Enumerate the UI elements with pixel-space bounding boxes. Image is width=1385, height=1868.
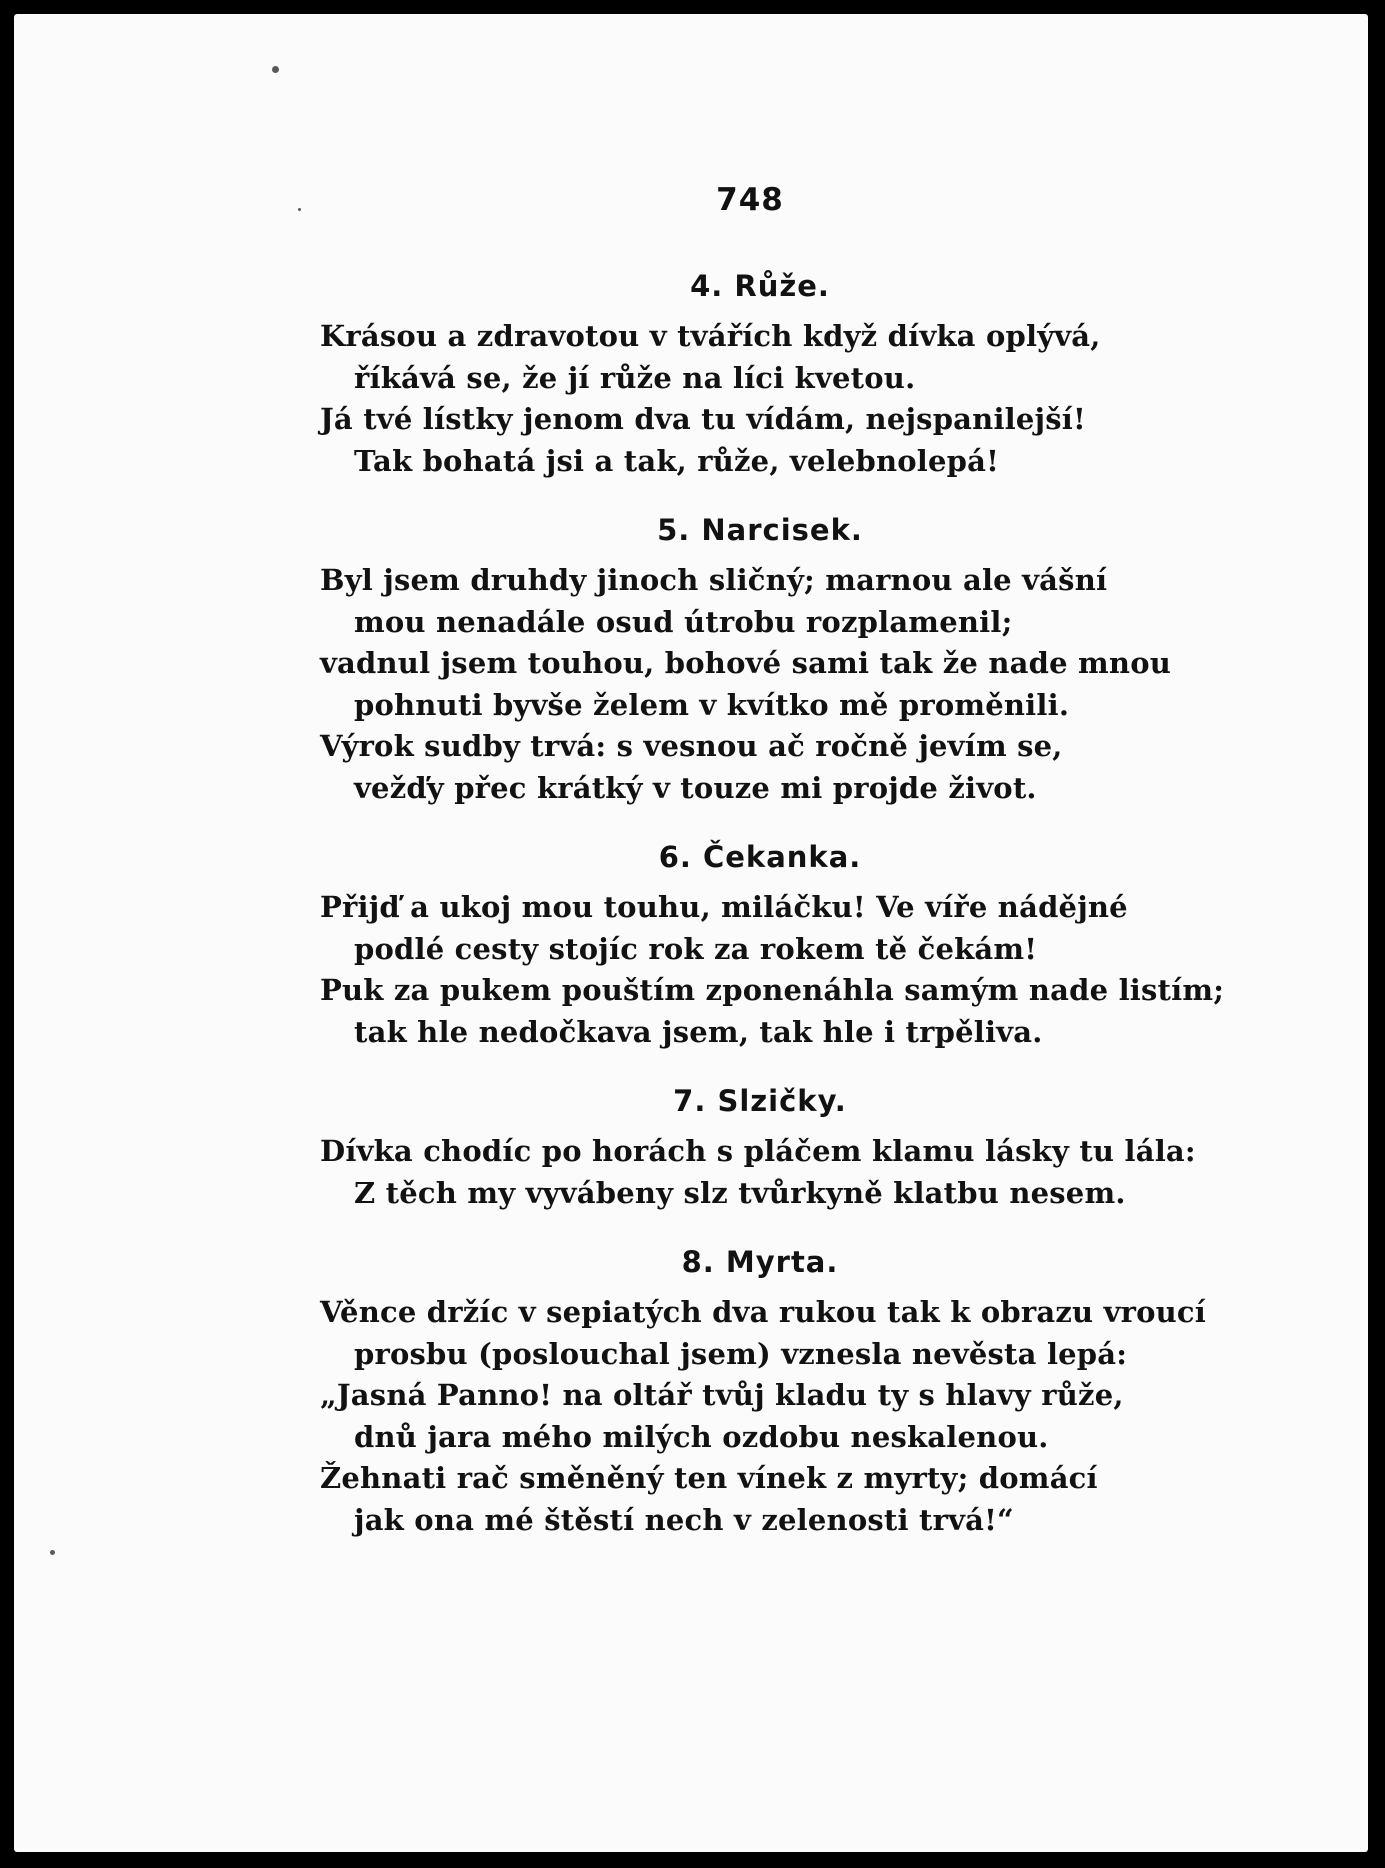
- poem-collection: [320, 262, 1225, 1541]
- poem-title: 4. Růže.: [690, 269, 830, 303]
- ink-speck: [50, 1550, 55, 1555]
- verse-line: Přijď a ukoj mou touhu, miláčku! Ve víře nádějné: [320, 890, 1128, 924]
- verse-line: Výrok sudby trvá: s vesnou ač ročně jevím se,: [320, 729, 1063, 763]
- ink-speck: [272, 66, 279, 73]
- poem-slzicky: [320, 1077, 1200, 1214]
- verse-line: Žehnati rač směněný ten vínek z myrty; domácí: [320, 1461, 1098, 1495]
- poem-cekanka: [320, 833, 1225, 1053]
- poem-title: 5. Narcisek.: [657, 513, 863, 547]
- verse: [320, 887, 1225, 1053]
- verse-line: vežďy přec krátký v touze mi projde život.: [354, 770, 1037, 805]
- verse-line: Krásou a zdravotou v tvářích když dívka oplývá,: [320, 319, 1101, 353]
- poem-narcisek: [320, 506, 1200, 809]
- poem-title: 6. Čekanka.: [658, 840, 862, 874]
- verse-line: vadnul jsem touhou, bohové sami tak že nade mnou: [320, 646, 1172, 680]
- verse-line: Dívka chodíc po horách s pláčem klamu lásky tu lála:: [320, 1134, 1196, 1168]
- poem-title: 8. Myrta.: [681, 1245, 839, 1279]
- verse: [320, 316, 1200, 482]
- page-number: 748: [716, 182, 784, 218]
- verse-line: dnů jara mého milých ozdobu neskalenou.: [354, 1419, 1049, 1454]
- verse: [320, 1131, 1200, 1214]
- verse-line: podlé cesty stojíc rok za rokem tě čekám!: [354, 931, 1038, 966]
- verse-line: Já tvé lístky jenom dva tu vídám, nejspanilejší!: [320, 402, 1086, 436]
- verse-line: Věnce držíc v sepiatých dva rukou tak k obrazu vroucí: [320, 1295, 1206, 1329]
- verse-line: Z těch my vyvábeny slz tvůrkyně klatbu nesem.: [354, 1175, 1126, 1210]
- verse-line: mou nenadále osud útrobu rozplamenil;: [354, 604, 1013, 639]
- poem-myrta: [320, 1238, 1206, 1541]
- verse-line: tak hle nedočkava jsem, tak hle i trpěliva.: [354, 1014, 1043, 1049]
- verse-line: Tak bohatá jsi a tak, růže, velebnolepá!: [354, 443, 1000, 478]
- verse-line: jak ona mé štěstí nech v zelenosti trvá!“: [354, 1502, 1014, 1537]
- verse-line: „Jasná Panno! na oltář tvůj kladu ty s hlavy růže,: [320, 1378, 1124, 1412]
- verse-line: říkává se, že jí růže na líci kvetou.: [354, 360, 916, 395]
- verse-line: Puk za pukem pouštím zponenáhla samým nade listím;: [320, 973, 1225, 1007]
- verse: [320, 560, 1200, 809]
- book-page: [14, 14, 1368, 1852]
- poem-ruze: [320, 262, 1200, 482]
- verse-line: Byl jsem druhdy jinoch sličný; marnou ale vášní: [320, 563, 1108, 597]
- verse-line: prosbu (poslouchal jsem) vznesla nevěsta lepá:: [354, 1336, 1128, 1371]
- verse: [320, 1292, 1206, 1541]
- poem-title: 7. Slzičky.: [673, 1084, 847, 1118]
- verse-line: pohnuti byvše želem v kvítko mě proměnili.: [354, 687, 1070, 722]
